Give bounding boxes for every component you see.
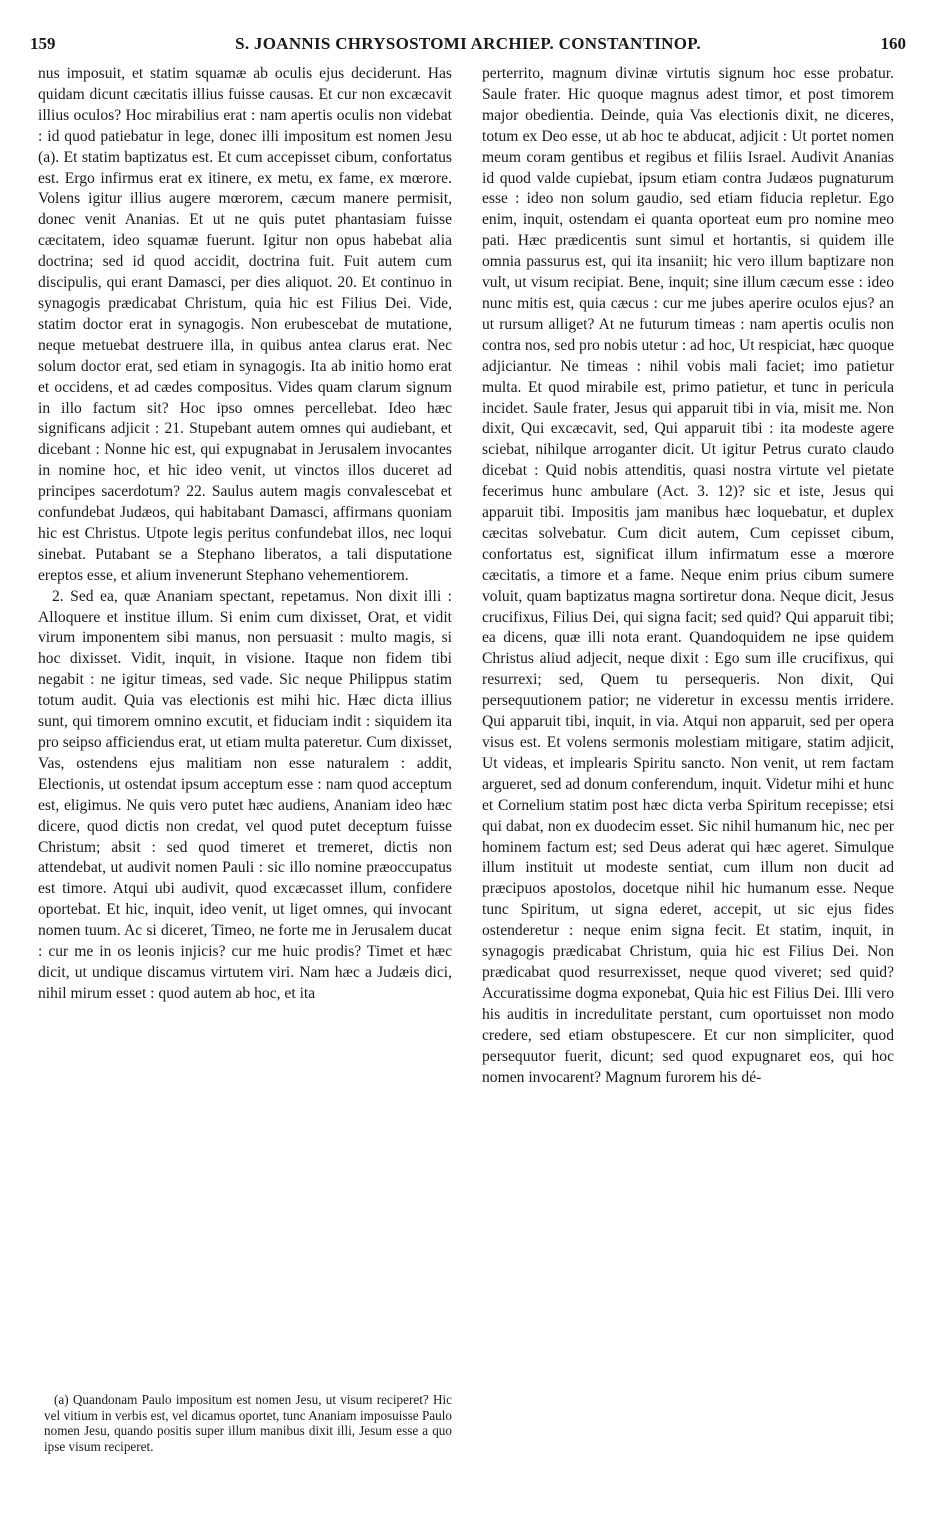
page-header bbox=[30, 34, 906, 58]
running-title: S. JOANNIS CHRYSOSTOMI ARCHIEP. CONSTANTINOP. bbox=[235, 34, 701, 53]
paragraph: 2. Sed ea, quæ Ananiam spectant, repetamus. Non dixit illi : Alloquere et institue illum. Si enim cum dixisset, Orat, et vidit virum imponentem sibi manus, non persuasit : multo magis, si hoc dixisset. Vidit, inquit, in visione. Itaque non fidem tibi negabit : ne igitur timeas, sed vade. Sic neque Philippus statim totum audit. Quia vas electionis est mihi hic. Hæc dicta illius sunt, qui timorem omnino excutit, et fiduciam indit : siquidem ita pro seipso afficiendus erat, ut etiam multa pateretur. Cum dixisset, Vas, ostendens ejus malitiam non esse naturalem : addit, Electionis, ut ostendat ipsum acceptum esse : nam quod acceptum est, eligimus. Ne quis vero putet hæc audiens, Ananiam ideo hæc dicere, quod dictis non credat, vel quod putet deceptum fuisse Christum; absit : sed quod timeret et tremeret, dictis non attendebat, ut audivit nomen Pauli : sic illo nomine præoccupatus est timore. Atqui ubi audivit, quod excæcasset illum, confidere oportebat. Et hic, inquit, ideo venit, ut liget omnes, qui invocant nomen tuum. Ac si diceret, Timeo, ne forte me in Jerusalem ducat : cur me in os leonis injicis? cur me huic prodis? Timet et hæc dicit, ut undique discamus virtutem viri. Nam hæc a Judæis dici, nihil mirum esset : quod autem ab hoc, et ita bbox=[38, 587, 452, 1002]
paragraph: perterrito, magnum divinæ virtutis signum hoc esse probatur. Saule frater. Hic quoque magnus adest timor, et post timorem major obedientia. Deinde, quia Vas electionis dixit, ne diceres, totum ex Deo esse, ut ab hoc te abducat, adjicit : Ut portet nomen meum coram gentibus et regibus et filiis Israel. Audivit Ananias id quod valde cupiebat, ipsum etiam contra Judæos pugnaturum esse : ideo non solum gaudio, sed etiam fiducia repletur. Ego enim, inquit, ostendam ei quanta oporteat eum pro nomine meo pati. Hæc prædicentis sunt simul et hortantis, si quidem ille omnia passurus est, qui ita insaniit; hic vero illum baptizare non vult, ut visum recipiat. Bene, inquit; sine illum cæcum esse : ideo nunc mitis est, quia cæcus : cur me jubes aperire oculos ejus? an ut rursum alliget? At ne futurum timeas : nam apertis oculis non contra nos, sed pro nobis utetur : ad hoc, Ut respiciat, hæc quoque adjiciantur. Ne timeas : nihil vobis mali faciet; imo patietur multa. Et quod mirabile est, primo patietur, et tunc in pericula incidet. Saule frater, Jesus qui apparuit tibi in via, misit me. Non dixit, Qui excæcavit, sed, Qui apparuit tibi : ita modeste agere sciebat, nihilque arroganter dicit. Ut igitur Petrus curato claudo dicebat : Quid nobis attenditis, quasi nostra virtute vel pietate fecerimus hunc ambulare (Act. 3. 12)? sic et iste, Jesus qui apparuit tibi. Impositis jam manibus hæc loquebatur, et duplex cæcitas solvebatur. Cum dicit autem, Cum cepisset cibum, confortatus est, significat illum infirmatum esse a mœrore cæcitatis, a timore et a fame. Neque enim prius cibum sumere voluit, quam baptizatus magna sortiretur dona. Neque dicit, Jesus crucifixus, Filius Dei, qui signa facit; sed quid? Qui apparuit tibi; ea dicens, quæ illi nota erant. Quandoquidem ne ipse quidem Christus aliud adjecit, neque dixit : Ego sum ille crucifixus, qui resurrexi; sed, Quem tu persequeris. Non dixit, Qui persequutionem patior; ne videretur in excessu mentis irridere. Qui apparuit tibi, inquit, in via. Atqui non apparuit, sed per opera visus est. Et volens sermonis molestiam mitigare, statim adjicit, Ut videas, et implearis Spiritu sancto. Non venit, ut rem factam argueret, sed ad donum conferendum, inquit. Videtur mihi et hunc et Cornelium statim post hæc dicta verba Spiritum recepisse; etsi qui dabat, non ex duodecim esset. Sic nihil humanum hic, nec per hominem factum est; sed Deus aderat qui hæc ageret. Simulque illum instituit ut modeste sentiat, cum illum non ducit ad præcipuos apostolos, docetque nihil hic humanum esse. Neque tunc Spiritum, ut signa ederet, accepit, ut sic ejus fides ostenderetur : neque enim signa fecit. Et statim, inquit, in synagogis prædicabat Christum, quia hic est Filius Dei. Non prædicabat quod resurrexisset, neque quod viveret; sed quid? Accuratissime dogma exponebat, Quia hic est Filius Dei. Illi vero his auditis in incredulitate perstant, cum oportuisset non modo credere, sed etiam obstupescere. Et cur non simpliciter, quod persequutor fuerit, dicunt; sed quod expugnaret eos, qui hoc nomen invocarent? Magnum furorem his dé- bbox=[482, 65, 894, 1086]
page-number-left: 159 bbox=[30, 34, 56, 53]
page-number-right: 160 bbox=[880, 34, 906, 53]
footnote bbox=[44, 1392, 452, 1454]
paragraph: nus imposuit, et statim squamæ ab oculis ejus deciderunt. Has quidam dicunt cæcitatis illius fuisse causas. Et cur non excæcavit illius oculos? Hoc mirabilius erat : nam apertis oculis non videbat : id quod patiebatur in lege, donec illi impositum est nomen Jesu (a). Et statim baptizatus est. Et cum accepisset cibum, confortatus est. Ergo infirmus erat ex itinere, ex metu, ex fame, ex mœrore. Volens igitur illius augere mœrorem, cæcum manere permisit, donec venit Ananias. Et ut ne quis putet phantasiam fuisse cæcitatem, ideo squamæ fuerunt. Igitur non opus habebat alia doctrina; sed id quod accidit, doctrina fuit. Fuit autem cum discipulis, qui erant Damasci, per dies aliquot. 20. Et continuo in synagogis prædicabat Christum, quia hic est Filius Dei. Vide, statim doctor erat in synagogis. Non erubescebat de mutatione, neque metuebat destruere illa, in quibus antea clarus erat. Nec solum doctor erat, sed etiam in synagogis. Ita ab initio homo erat et occidens, et ad cædes compositus. Vides quam clarum signum in illo factum sit? Hoc ipso omnes percellebat. Ideo hæc significans adjicit : 21. Stupebant autem omnes qui audiebant, et dicebant : Nonne hic est, qui expugnabat in Jerusalem invocantes in nomine hoc, et hic ideo venit, ut vinctos illos duceret ad principes sacerdotum? 22. Saulus autem magis convalescebat et confundebat Judæos, qui habitabant Damasci, affirmans quoniam hic est Christus. Utpote legis peritus confundebat illos, nec loqui sinebat. Putabant se a Stephano liberatos, a tali disputatione ereptos esse, et alium invenerunt Stephano vehementiorem. bbox=[38, 65, 452, 584]
right-column bbox=[482, 64, 894, 1088]
left-column bbox=[38, 64, 452, 1005]
footnote-text: (a) Quandonam Paulo impositum est nomen Jesu, ut visum reciperet? Hic vel vitium in verbis est, vel dicamus oportet, tunc Ananiam imposuisse Paulo nomen Jesu, quando positis super illum manibus dixit illi, Jesum esse a quo ipse visum reciperet. bbox=[44, 1392, 452, 1454]
